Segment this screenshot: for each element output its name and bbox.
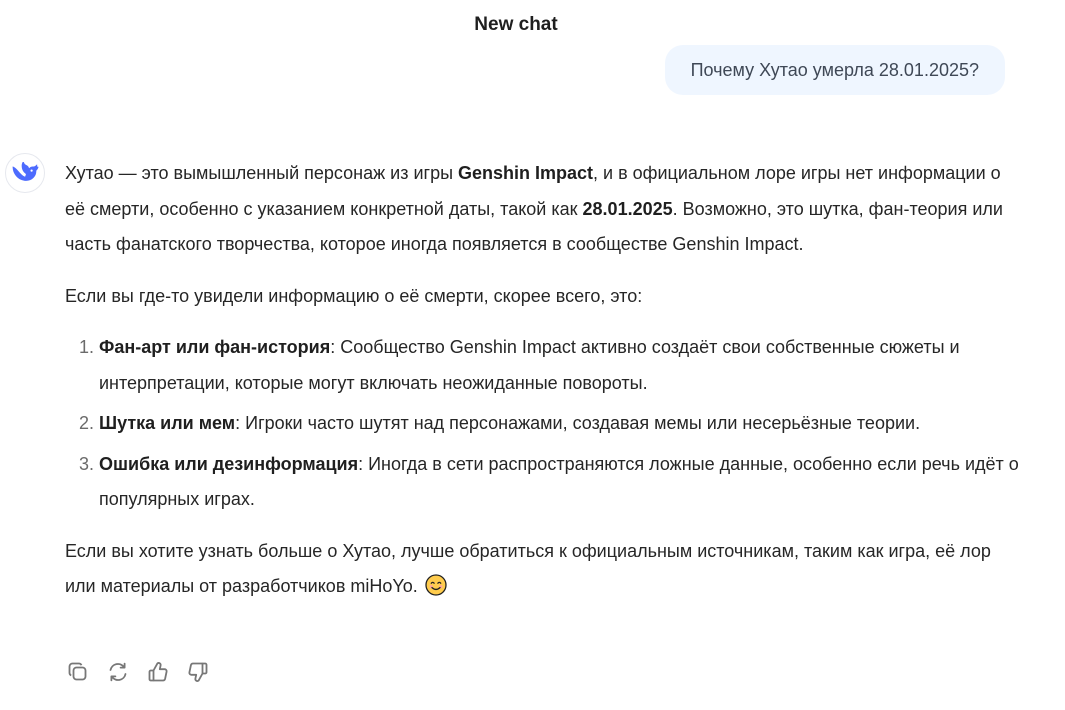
like-button[interactable] (142, 656, 174, 688)
date-highlight: 28.01.2025 (582, 198, 673, 219)
list-item: 3. Ошибка или дезинформация: Иногда в сети распространяются ложные данные, особенно если речь идёт о популярных играх. (99, 447, 1025, 518)
thumbs-up-icon (146, 660, 170, 684)
smiling-face-emoji-icon (425, 574, 447, 596)
copy-icon (66, 660, 90, 684)
copy-button[interactable] (62, 656, 94, 688)
game-name: Genshin Impact (458, 163, 594, 183)
chat-title: New chat (474, 14, 558, 35)
assistant-avatar (5, 153, 45, 193)
answer-paragraph-1: Хутао — это вымышленный персонаж из игры Genshin Impact, и в официальном лоре игры нет информации о её смерти, особенно с указанием конкретной даты, такой как 28.01.2025. Возможно, это шутка, фан-теория или часть фанатского творчества, которое иногда появляется в сообществе Genshin Impact. (65, 163, 1003, 254)
answer-paragraph-2: Если вы где-то увидели информацию о её смерти, скорее всего, это: (65, 285, 643, 306)
list-item: 1. Фан-арт или фан-история: Сообщество Genshin Impact активно создаёт свои собственные сюжеты и интерпретации, которые могут включать неожиданные повороты. (99, 330, 1025, 401)
user-message-text: Почему Хутао умерла 28.01.2025? (690, 59, 979, 80)
user-message-bubble (665, 45, 1005, 95)
regenerate-button[interactable] (102, 656, 134, 688)
regenerate-icon (106, 660, 130, 684)
dislike-button[interactable] (182, 656, 214, 688)
whale-logo-icon (11, 162, 39, 184)
list-item: 2. Шутка или мем: Игроки часто шутят над персонажами, создавая мемы или несерьёзные теории. (99, 406, 1025, 442)
assistant-message (65, 156, 1025, 621)
answer-paragraph-3: Если вы хотите узнать больше о Хутао, лучше обратиться к официальным источникам, таким как игра, её лор или материалы от разработчиков miHoYo. (65, 540, 991, 596)
reasons-list (65, 330, 1025, 518)
thumbs-down-icon (186, 660, 210, 684)
message-actions (62, 656, 214, 688)
